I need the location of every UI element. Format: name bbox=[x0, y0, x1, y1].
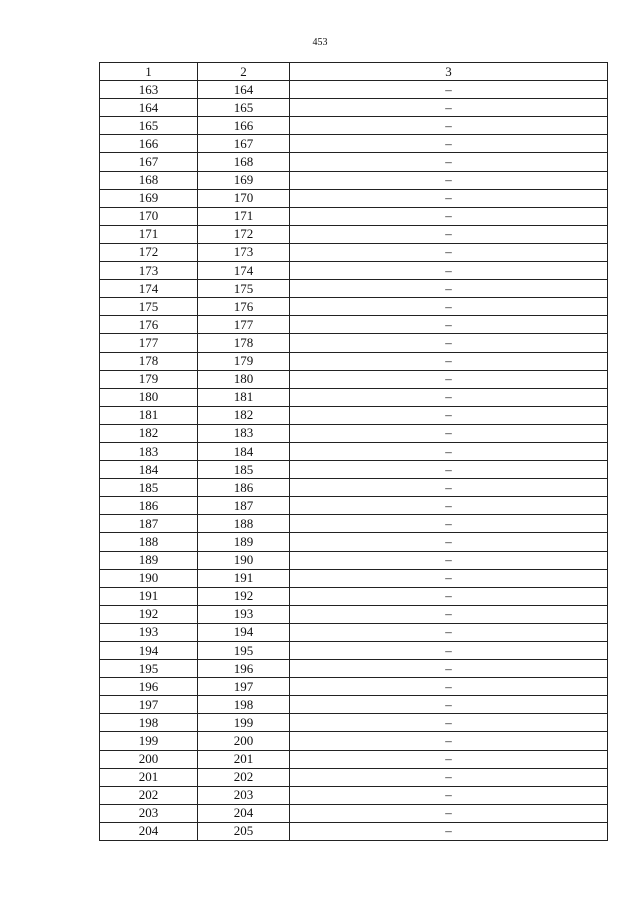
table-row bbox=[100, 153, 608, 171]
column-header: 3 bbox=[290, 63, 608, 81]
table-row bbox=[100, 804, 608, 822]
cell-col-1: 171 bbox=[100, 225, 198, 243]
cell-col-2: 173 bbox=[198, 243, 290, 261]
cell-col-2: 182 bbox=[198, 406, 290, 424]
cell-col-3: – bbox=[290, 171, 608, 189]
cell-col-3: – bbox=[290, 623, 608, 641]
table-row bbox=[100, 822, 608, 840]
table-row bbox=[100, 225, 608, 243]
cell-col-1: 187 bbox=[100, 515, 198, 533]
cell-col-3: – bbox=[290, 243, 608, 261]
cell-col-3: – bbox=[290, 714, 608, 732]
cell-col-1: 190 bbox=[100, 569, 198, 587]
column-header: 1 bbox=[100, 63, 198, 81]
cell-col-2: 201 bbox=[198, 750, 290, 768]
cell-col-1: 198 bbox=[100, 714, 198, 732]
cell-col-2: 195 bbox=[198, 642, 290, 660]
cell-col-2: 180 bbox=[198, 370, 290, 388]
cell-col-3: – bbox=[290, 822, 608, 840]
table-header-row bbox=[100, 63, 608, 81]
cell-col-1: 164 bbox=[100, 99, 198, 117]
cell-col-2: 167 bbox=[198, 135, 290, 153]
cell-col-1: 170 bbox=[100, 207, 198, 225]
table-row bbox=[100, 642, 608, 660]
table-row bbox=[100, 623, 608, 641]
cell-col-3: – bbox=[290, 786, 608, 804]
cell-col-2: 202 bbox=[198, 768, 290, 786]
table-row bbox=[100, 587, 608, 605]
cell-col-1: 196 bbox=[100, 678, 198, 696]
cell-col-3: – bbox=[290, 262, 608, 280]
table-row bbox=[100, 207, 608, 225]
cell-col-1: 201 bbox=[100, 768, 198, 786]
cell-col-1: 163 bbox=[100, 81, 198, 99]
table-row bbox=[100, 786, 608, 804]
cell-col-3: – bbox=[290, 804, 608, 822]
cell-col-2: 185 bbox=[198, 461, 290, 479]
cell-col-1: 186 bbox=[100, 497, 198, 515]
cell-col-2: 189 bbox=[198, 533, 290, 551]
table-row bbox=[100, 81, 608, 99]
cell-col-2: 196 bbox=[198, 660, 290, 678]
cell-col-2: 191 bbox=[198, 569, 290, 587]
cell-col-2: 205 bbox=[198, 822, 290, 840]
cell-col-1: 168 bbox=[100, 171, 198, 189]
table-row bbox=[100, 515, 608, 533]
cell-col-3: – bbox=[290, 334, 608, 352]
cell-col-2: 171 bbox=[198, 207, 290, 225]
cell-col-2: 186 bbox=[198, 479, 290, 497]
cell-col-3: – bbox=[290, 642, 608, 660]
cell-col-3: – bbox=[290, 533, 608, 551]
cell-col-3: – bbox=[290, 660, 608, 678]
cell-col-3: – bbox=[290, 280, 608, 298]
cell-col-2: 176 bbox=[198, 298, 290, 316]
table-row bbox=[100, 678, 608, 696]
cell-col-1: 174 bbox=[100, 280, 198, 298]
table-row bbox=[100, 569, 608, 587]
table-row bbox=[100, 479, 608, 497]
cell-col-2: 200 bbox=[198, 732, 290, 750]
cell-col-2: 192 bbox=[198, 587, 290, 605]
cell-col-1: 165 bbox=[100, 117, 198, 135]
cell-col-2: 193 bbox=[198, 605, 290, 623]
cell-col-3: – bbox=[290, 696, 608, 714]
cell-col-1: 181 bbox=[100, 406, 198, 424]
table-row bbox=[100, 551, 608, 569]
cell-col-1: 188 bbox=[100, 533, 198, 551]
table-row bbox=[100, 768, 608, 786]
cell-col-3: – bbox=[290, 551, 608, 569]
column-header: 2 bbox=[198, 63, 290, 81]
cell-col-3: – bbox=[290, 768, 608, 786]
cell-col-1: 184 bbox=[100, 461, 198, 479]
cell-col-1: 195 bbox=[100, 660, 198, 678]
table-row bbox=[100, 243, 608, 261]
cell-col-1: 192 bbox=[100, 605, 198, 623]
cell-col-2: 172 bbox=[198, 225, 290, 243]
table-row bbox=[100, 660, 608, 678]
cell-col-2: 174 bbox=[198, 262, 290, 280]
cell-col-3: – bbox=[290, 352, 608, 370]
cell-col-1: 182 bbox=[100, 424, 198, 442]
cell-col-3: – bbox=[290, 99, 608, 117]
cell-col-1: 200 bbox=[100, 750, 198, 768]
cell-col-1: 172 bbox=[100, 243, 198, 261]
cell-col-1: 178 bbox=[100, 352, 198, 370]
cell-col-1: 173 bbox=[100, 262, 198, 280]
cell-col-3: – bbox=[290, 135, 608, 153]
table-row bbox=[100, 696, 608, 714]
table-row bbox=[100, 99, 608, 117]
cell-col-1: 194 bbox=[100, 642, 198, 660]
cell-col-3: – bbox=[290, 587, 608, 605]
cell-col-2: 198 bbox=[198, 696, 290, 714]
cell-col-3: – bbox=[290, 424, 608, 442]
table-row bbox=[100, 750, 608, 768]
table-row bbox=[100, 497, 608, 515]
cell-col-1: 199 bbox=[100, 732, 198, 750]
cell-col-3: – bbox=[290, 153, 608, 171]
table-row bbox=[100, 135, 608, 153]
cell-col-1: 185 bbox=[100, 479, 198, 497]
table-row bbox=[100, 442, 608, 460]
cell-col-2: 183 bbox=[198, 424, 290, 442]
cell-col-3: – bbox=[290, 569, 608, 587]
cell-col-2: 188 bbox=[198, 515, 290, 533]
cell-col-1: 167 bbox=[100, 153, 198, 171]
cell-col-3: – bbox=[290, 497, 608, 515]
cell-col-1: 175 bbox=[100, 298, 198, 316]
cell-col-1: 179 bbox=[100, 370, 198, 388]
cell-col-2: 194 bbox=[198, 623, 290, 641]
cell-col-2: 199 bbox=[198, 714, 290, 732]
cell-col-1: 203 bbox=[100, 804, 198, 822]
table-row bbox=[100, 352, 608, 370]
cell-col-3: – bbox=[290, 515, 608, 533]
cell-col-2: 178 bbox=[198, 334, 290, 352]
cell-col-3: – bbox=[290, 479, 608, 497]
cell-col-3: – bbox=[290, 732, 608, 750]
cell-col-2: 197 bbox=[198, 678, 290, 696]
cell-col-2: 164 bbox=[198, 81, 290, 99]
table-row bbox=[100, 280, 608, 298]
table-row bbox=[100, 714, 608, 732]
table-row bbox=[100, 461, 608, 479]
data-table bbox=[99, 62, 608, 841]
cell-col-1: 183 bbox=[100, 442, 198, 460]
cell-col-2: 169 bbox=[198, 171, 290, 189]
table-body bbox=[100, 81, 608, 841]
cell-col-3: – bbox=[290, 370, 608, 388]
table-row bbox=[100, 424, 608, 442]
cell-col-3: – bbox=[290, 189, 608, 207]
table-row bbox=[100, 334, 608, 352]
cell-col-1: 193 bbox=[100, 623, 198, 641]
cell-col-3: – bbox=[290, 605, 608, 623]
table-row bbox=[100, 406, 608, 424]
cell-col-2: 168 bbox=[198, 153, 290, 171]
table-row bbox=[100, 370, 608, 388]
cell-col-3: – bbox=[290, 298, 608, 316]
cell-col-3: – bbox=[290, 678, 608, 696]
cell-col-3: – bbox=[290, 750, 608, 768]
cell-col-2: 190 bbox=[198, 551, 290, 569]
cell-col-1: 204 bbox=[100, 822, 198, 840]
table-row bbox=[100, 117, 608, 135]
cell-col-1: 169 bbox=[100, 189, 198, 207]
table-row bbox=[100, 298, 608, 316]
cell-col-2: 170 bbox=[198, 189, 290, 207]
cell-col-1: 197 bbox=[100, 696, 198, 714]
table-row bbox=[100, 171, 608, 189]
cell-col-2: 203 bbox=[198, 786, 290, 804]
cell-col-1: 189 bbox=[100, 551, 198, 569]
cell-col-1: 202 bbox=[100, 786, 198, 804]
cell-col-3: – bbox=[290, 81, 608, 99]
table-row bbox=[100, 388, 608, 406]
table-row bbox=[100, 732, 608, 750]
cell-col-1: 177 bbox=[100, 334, 198, 352]
cell-col-3: – bbox=[290, 225, 608, 243]
table-row bbox=[100, 316, 608, 334]
cell-col-1: 191 bbox=[100, 587, 198, 605]
cell-col-3: – bbox=[290, 461, 608, 479]
cell-col-1: 180 bbox=[100, 388, 198, 406]
cell-col-2: 204 bbox=[198, 804, 290, 822]
cell-col-3: – bbox=[290, 207, 608, 225]
cell-col-1: 176 bbox=[100, 316, 198, 334]
table-row bbox=[100, 533, 608, 551]
cell-col-2: 166 bbox=[198, 117, 290, 135]
table-row bbox=[100, 189, 608, 207]
cell-col-2: 184 bbox=[198, 442, 290, 460]
table-row bbox=[100, 605, 608, 623]
page-number: 453 bbox=[312, 37, 328, 48]
cell-col-2: 181 bbox=[198, 388, 290, 406]
cell-col-2: 165 bbox=[198, 99, 290, 117]
cell-col-1: 166 bbox=[100, 135, 198, 153]
cell-col-3: – bbox=[290, 316, 608, 334]
cell-col-3: – bbox=[290, 117, 608, 135]
cell-col-3: – bbox=[290, 442, 608, 460]
cell-col-3: – bbox=[290, 406, 608, 424]
cell-col-2: 177 bbox=[198, 316, 290, 334]
cell-col-2: 187 bbox=[198, 497, 290, 515]
cell-col-2: 179 bbox=[198, 352, 290, 370]
cell-col-2: 175 bbox=[198, 280, 290, 298]
table-row bbox=[100, 262, 608, 280]
cell-col-3: – bbox=[290, 388, 608, 406]
